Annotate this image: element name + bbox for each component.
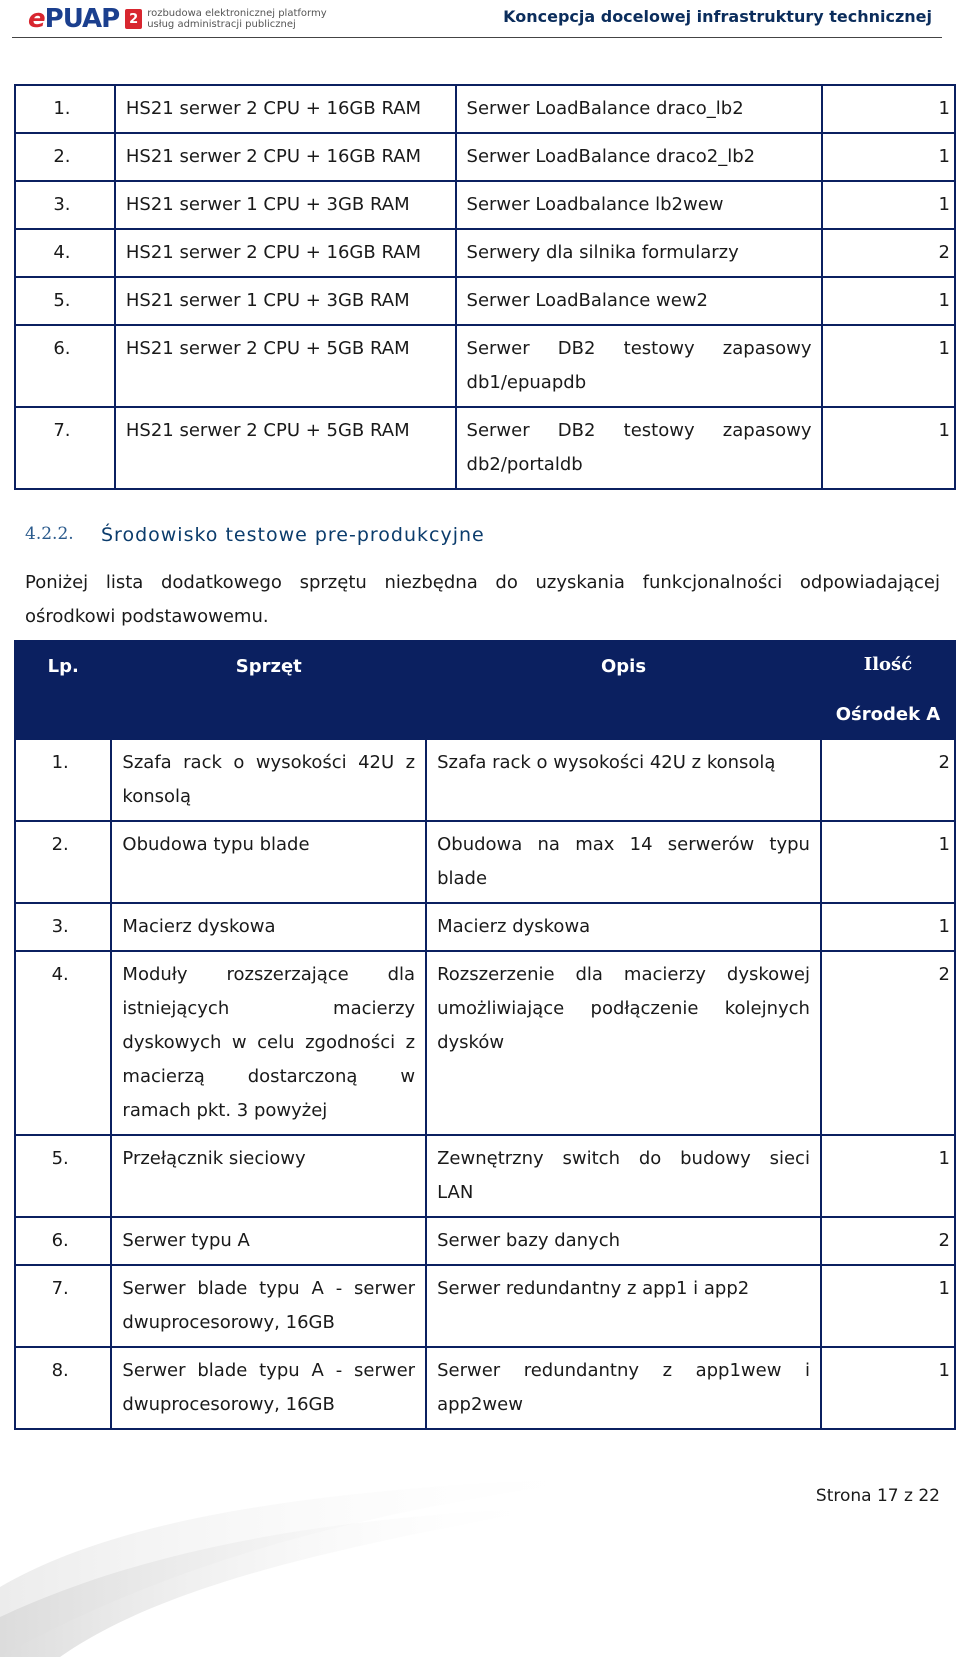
hardware-cell <box>111 739 426 821</box>
table-row <box>15 181 955 229</box>
description-line: app2wew <box>437 1394 523 1415</box>
logo-wordmark <box>28 6 119 32</box>
hardware-line: dwuprocesorowy, 16GB <box>122 1394 335 1415</box>
logo-tagline-line2: usług administracji publicznej <box>147 19 296 30</box>
row-number: 5. <box>15 1135 111 1217</box>
section-heading <box>25 524 485 546</box>
hardware-line: ramach pkt. 3 powyżej <box>122 1100 328 1121</box>
quantity-cell: 1 <box>822 133 955 181</box>
row-number: 3. <box>15 903 111 951</box>
row-number: 7. <box>15 407 115 489</box>
header-quantity: Ilość <box>821 641 955 691</box>
description-cell: Serwery dla silnika formularzy <box>456 229 823 277</box>
page-header <box>12 0 942 38</box>
hardware-line: Moduły rozszerzające dla <box>122 964 416 985</box>
logo-tagline-line1: rozbudowa elektronicznej platformy <box>147 8 327 19</box>
description-line: blade <box>437 868 488 889</box>
table-row <box>15 277 955 325</box>
hardware-cell: Obudowa typu blade <box>111 821 426 903</box>
header-description: Opis <box>426 641 821 739</box>
quantity-cell: 2 <box>821 739 955 821</box>
table-header-row <box>15 641 955 691</box>
hardware-cell <box>111 1347 426 1429</box>
description-line: Zewnętrzny switch do budowy sieci <box>437 1148 810 1169</box>
description-cell: Szafa rack o wysokości 42U z konsolą <box>426 739 821 821</box>
quantity-cell: 2 <box>822 229 955 277</box>
description-line: umożliwiające podłączenie kolejnych <box>437 998 810 1019</box>
table-row <box>15 1217 955 1265</box>
row-number: 3. <box>15 181 115 229</box>
row-number: 2. <box>15 821 111 903</box>
quantity-cell: 1 <box>821 903 955 951</box>
hardware-cell: Serwer typu A <box>111 1217 426 1265</box>
table-row <box>15 85 955 133</box>
row-number: 1. <box>15 85 115 133</box>
logo-tagline <box>147 8 326 30</box>
quantity-cell: 2 <box>821 951 955 1135</box>
description-cell <box>426 1135 821 1217</box>
table-row <box>15 1135 955 1217</box>
quantity-cell: 1 <box>822 407 955 489</box>
document-title: Koncepcja docelowej infrastruktury technicznej <box>503 7 932 26</box>
description-cell <box>426 1347 821 1429</box>
hardware-line: macierzą dostarczoną w <box>122 1066 416 1087</box>
page-number: Strona 17 z 22 <box>815 1486 940 1506</box>
quantity-cell: 1 <box>821 1135 955 1217</box>
hardware-cell: Przełącznik sieciowy <box>111 1135 426 1217</box>
hardware-cell: HS21 serwer 2 CPU + 16GB RAM <box>115 85 456 133</box>
description-line: db2/portaldb <box>466 454 583 475</box>
table-row <box>15 1265 955 1347</box>
hardware-line: Serwer blade typu A - serwer <box>122 1278 416 1299</box>
description-cell: Serwer LoadBalance wew2 <box>456 277 823 325</box>
epuap-logo <box>28 5 327 33</box>
table-row <box>15 739 955 821</box>
description-cell <box>456 407 823 489</box>
hardware-cell: HS21 serwer 1 CPU + 3GB RAM <box>115 277 456 325</box>
quantity-cell: 2 <box>821 1217 955 1265</box>
table-row <box>15 951 955 1135</box>
quantity-cell: 1 <box>821 821 955 903</box>
table-row <box>15 229 955 277</box>
description-line: dysków <box>437 1032 505 1053</box>
table-row <box>15 903 955 951</box>
description-cell: Serwer LoadBalance draco_lb2 <box>456 85 823 133</box>
paragraph-line: ośrodkowi podstawowemu. <box>25 606 269 627</box>
description-cell: Serwer redundantny z app1 i app2 <box>426 1265 821 1347</box>
equipment-table <box>14 640 956 1430</box>
intro-paragraph <box>25 566 940 634</box>
section-title: Środowisko testowe pre-produkcyjne <box>101 524 485 546</box>
row-number: 1. <box>15 739 111 821</box>
table-row <box>15 325 955 407</box>
description-cell: Serwer Loadbalance lb2wew <box>456 181 823 229</box>
row-number: 2. <box>15 133 115 181</box>
row-number: 8. <box>15 1347 111 1429</box>
row-number: 5. <box>15 277 115 325</box>
servers-table <box>14 84 956 490</box>
description-line: LAN <box>437 1182 474 1203</box>
table-row <box>15 1347 955 1429</box>
logo-puap: PUAP <box>44 4 120 34</box>
header-lp: Lp. <box>15 641 111 739</box>
hardware-line: dwuprocesorowy, 16GB <box>122 1312 335 1333</box>
paragraph-line: Poniżej lista dodatkowego sprzętu niezbędna do uzyskania funkcjonalności odpowiadającej <box>25 572 940 593</box>
hardware-line: konsolą <box>122 786 192 807</box>
hardware-line: dyskowych w celu zgodności z <box>122 1032 416 1053</box>
description-cell: Serwer LoadBalance draco2_lb2 <box>456 133 823 181</box>
description-line: Obudowa na max 14 serwerów typu <box>437 834 810 855</box>
quantity-cell: 1 <box>821 1347 955 1429</box>
row-number: 6. <box>15 1217 111 1265</box>
row-number: 4. <box>15 951 111 1135</box>
description-cell: Macierz dyskowa <box>426 903 821 951</box>
quantity-cell: 1 <box>822 325 955 407</box>
description-line: db1/epuapdb <box>466 372 587 393</box>
hardware-cell: HS21 serwer 2 CPU + 16GB RAM <box>115 229 456 277</box>
quantity-cell: 1 <box>821 1265 955 1347</box>
description-line: Serwer DB2 testowy zapasowy <box>466 338 812 359</box>
section-number: 4.2.2. <box>25 524 74 544</box>
description-cell: Serwer bazy danych <box>426 1217 821 1265</box>
logo-e: e <box>28 4 45 34</box>
hardware-cell: HS21 serwer 2 CPU + 5GB RAM <box>115 325 456 407</box>
hardware-cell <box>111 1265 426 1347</box>
quantity-cell: 1 <box>822 181 955 229</box>
table-row <box>15 821 955 903</box>
hardware-cell: HS21 serwer 2 CPU + 16GB RAM <box>115 133 456 181</box>
header-hardware: Sprzęt <box>111 641 426 739</box>
description-cell <box>456 325 823 407</box>
quantity-cell: 1 <box>822 85 955 133</box>
description-cell <box>426 951 821 1135</box>
hardware-cell: Macierz dyskowa <box>111 903 426 951</box>
header-site-a: Ośrodek A <box>821 691 955 739</box>
hardware-line: istniejących macierzy <box>122 998 416 1019</box>
hardware-cell <box>111 951 426 1135</box>
hardware-cell: HS21 serwer 2 CPU + 5GB RAM <box>115 407 456 489</box>
hardware-cell: HS21 serwer 1 CPU + 3GB RAM <box>115 181 456 229</box>
row-number: 4. <box>15 229 115 277</box>
row-number: 7. <box>15 1265 111 1347</box>
logo-number-box: 2 <box>125 9 142 29</box>
quantity-cell: 1 <box>822 277 955 325</box>
description-line: Serwer DB2 testowy zapasowy <box>466 420 812 441</box>
description-line: Rozszerzenie dla macierzy dyskowej <box>437 964 810 985</box>
description-line: Serwer redundantny z app1wew i <box>437 1360 810 1381</box>
row-number: 6. <box>15 325 115 407</box>
hardware-line: Szafa rack o wysokości 42U z <box>122 752 416 773</box>
decorative-swoosh <box>0 1467 700 1657</box>
table-row <box>15 407 955 489</box>
hardware-line: Serwer blade typu A - serwer <box>122 1360 416 1381</box>
description-cell <box>426 821 821 903</box>
table-row <box>15 133 955 181</box>
